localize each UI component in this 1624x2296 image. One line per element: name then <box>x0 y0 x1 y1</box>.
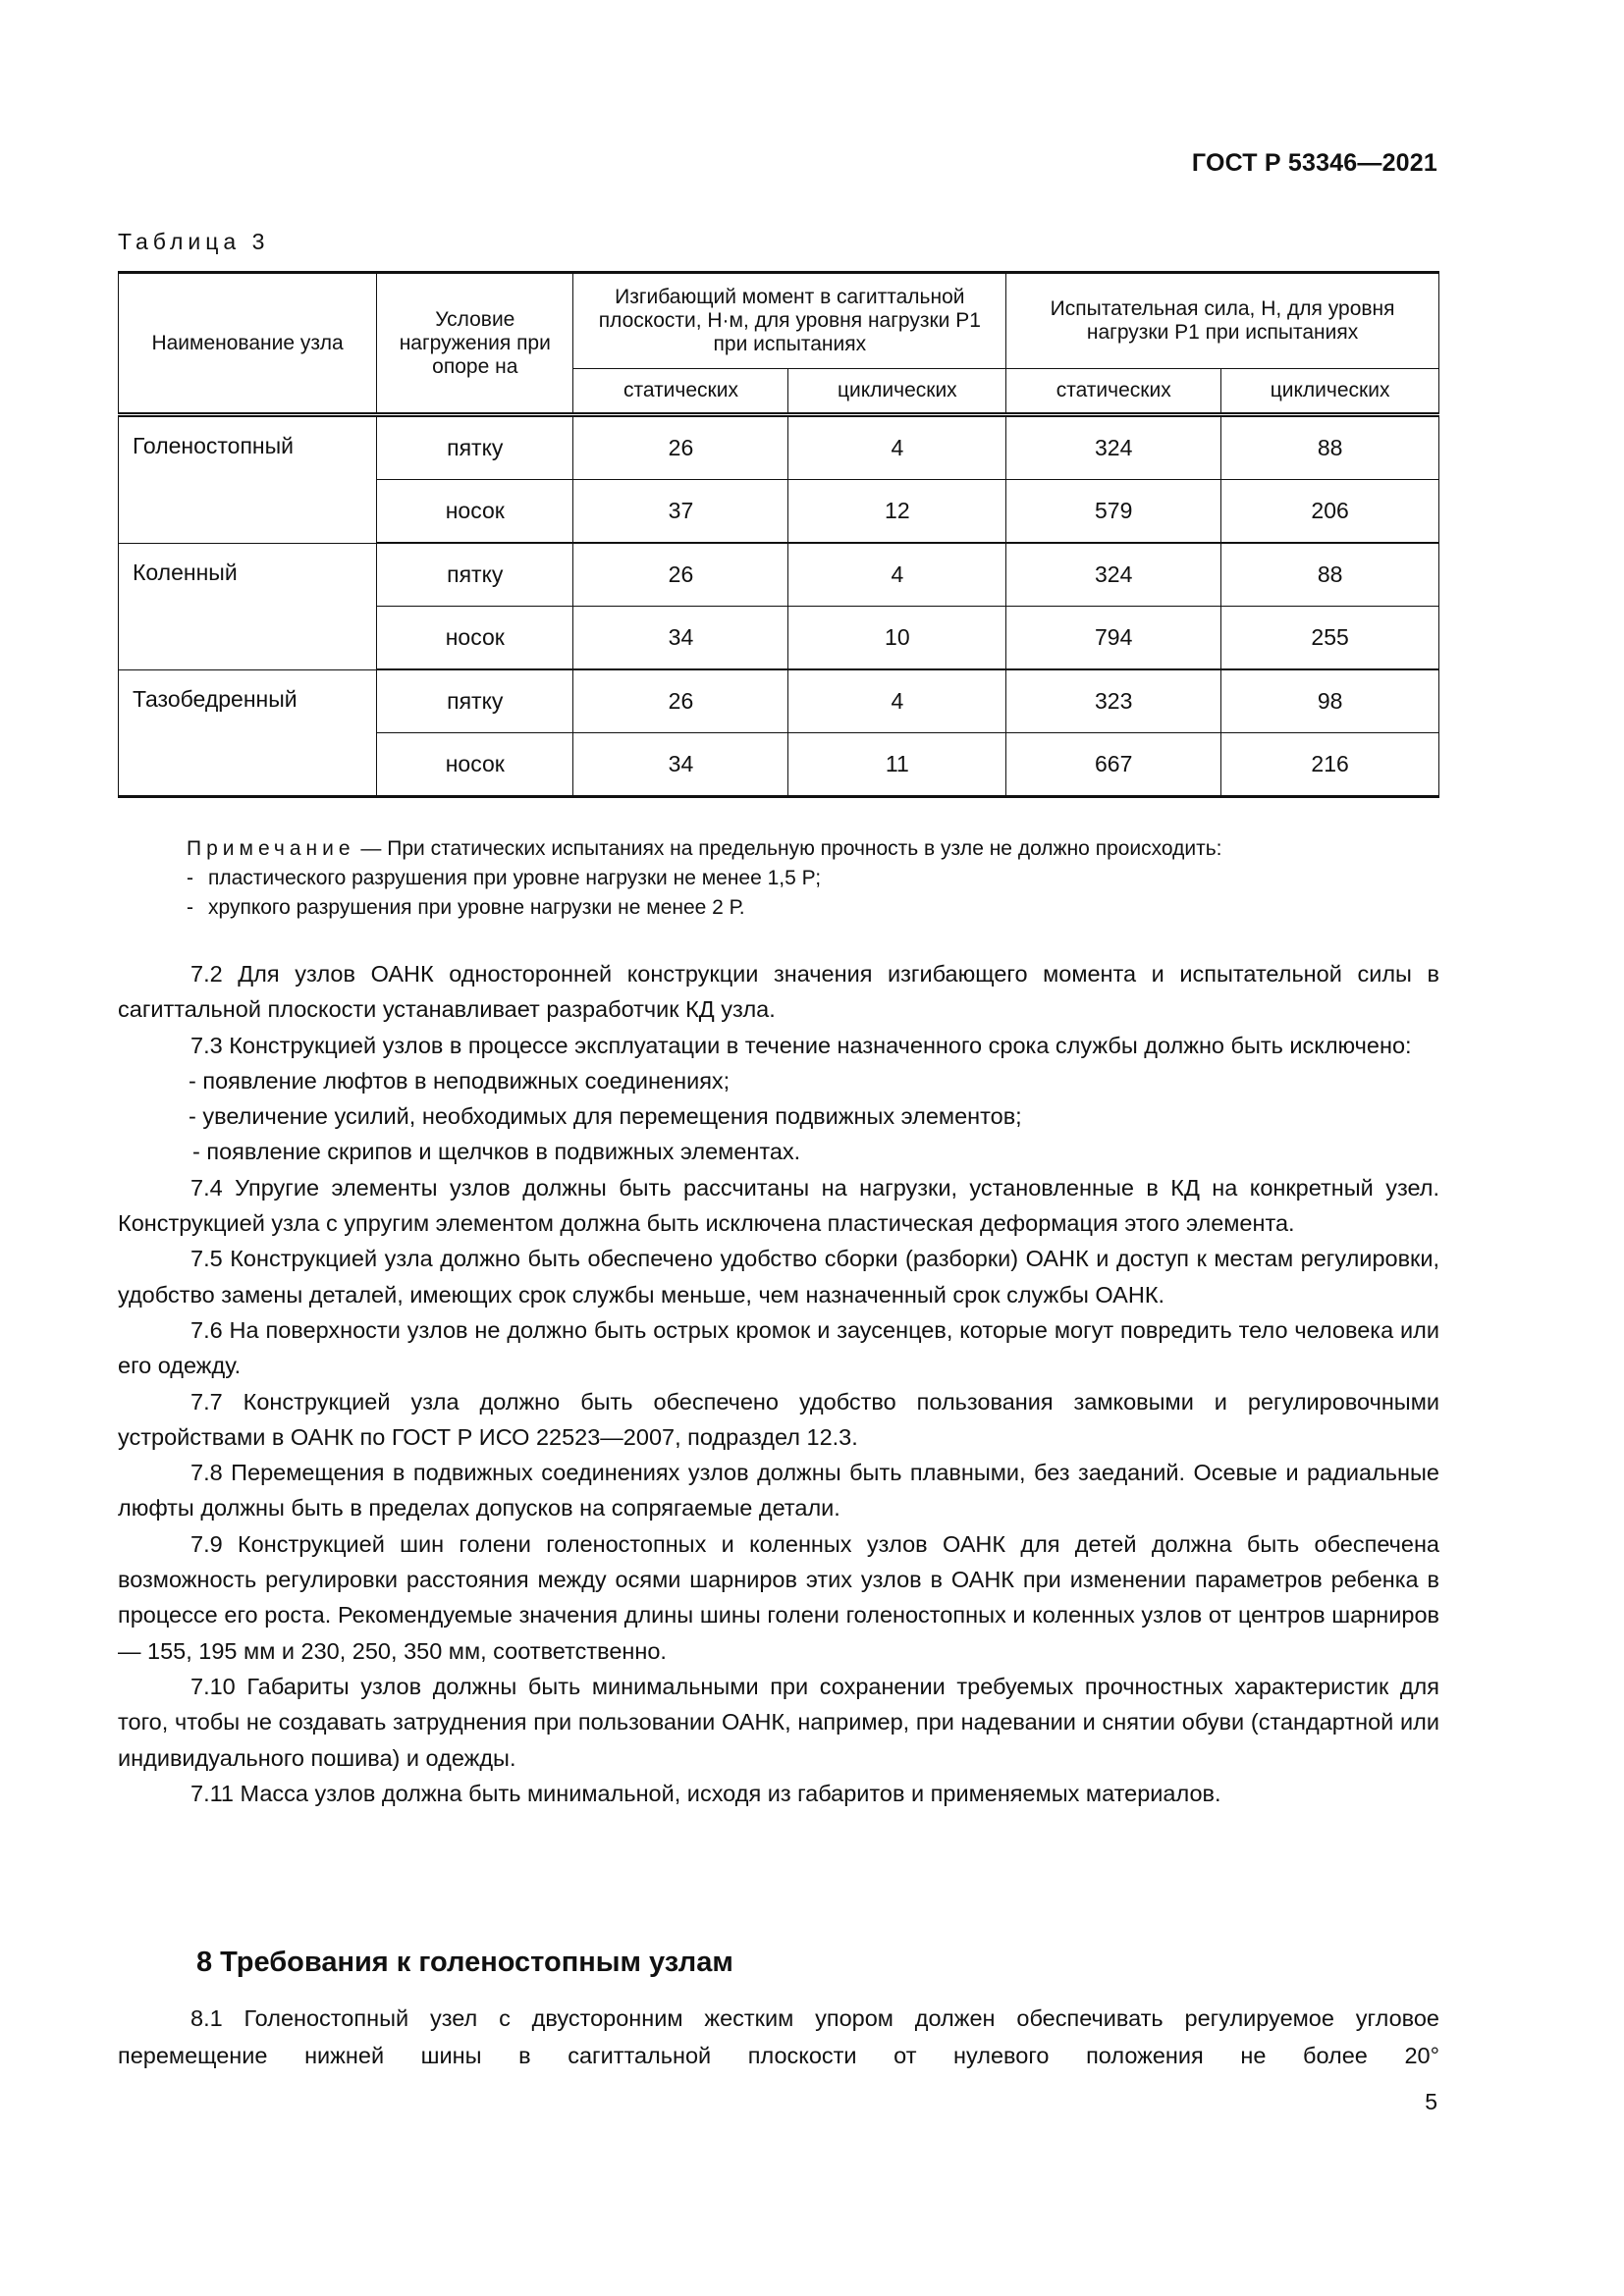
paragraph-7-8: 7.8 Перемещения в подвижных соединениях узлов должны быть плавными, без заеданий. Осевые и радиальные люфты должны быть в пределах допусков на сопрягаемые детали. <box>118 1460 1439 1522</box>
force-cyclic-cell: 88 <box>1221 415 1439 480</box>
paragraph-7-3: 7.3 Конструкцией узлов в процессе эксплуатации в течение назначенного срока службы должно быть исключено: <box>190 1032 1412 1058</box>
section-8-body <box>118 2000 1439 2074</box>
col-header-name: Наименование узла <box>119 273 377 415</box>
condition-cell: пятку <box>377 669 573 733</box>
table-caption: Таблица 3 <box>118 229 270 254</box>
condition-cell: носок <box>377 607 573 670</box>
list-item: - появление скрипов и щелчков в подвижных элементах. <box>192 1139 801 1165</box>
moment-cyclic-cell: 4 <box>788 669 1006 733</box>
force-cyclic-cell: 216 <box>1221 733 1439 797</box>
section-7-body <box>118 956 1439 1811</box>
paragraph-7-4: 7.4 Упругие элементы узлов должны быть рассчитаны на нагрузки, установленные в КД на конкретный узел. Конструкцией узла с упругим элементом должна быть исключена пластическая деформация этого элемента. <box>118 1174 1439 1237</box>
note-item: - хрупкого разрушения при уровне нагрузки не менее 2 Р. <box>187 896 745 919</box>
moment-static-cell: 37 <box>573 480 788 544</box>
force-cyclic-cell: 88 <box>1221 543 1439 607</box>
list-item: - увеличение усилий, необходимых для перемещения подвижных элементов; <box>189 1103 1022 1130</box>
table-note <box>187 834 1443 923</box>
col-header-moment-static: статических <box>573 369 788 415</box>
force-static-cell: 324 <box>1006 543 1221 607</box>
table-3 <box>118 271 1439 798</box>
force-static-cell: 579 <box>1006 480 1221 544</box>
node-name: Тазобедренный <box>119 669 377 797</box>
moment-cyclic-cell: 12 <box>788 480 1006 544</box>
table-row <box>119 669 1439 733</box>
moment-cyclic-cell: 10 <box>788 607 1006 670</box>
list-item: - появление люфтов в неподвижных соединениях; <box>189 1067 731 1094</box>
condition-cell: носок <box>377 480 573 544</box>
moment-static-cell: 26 <box>573 543 788 607</box>
paragraph-7-9: 7.9 Конструкцией шин голени голеностопных и коленных узлов ОАНК для детей должна быть обеспечена возможность регулировки расстояния между осями шарниров этих узлов в ОАНК при изменении параметров ребенка в процессе его роста. Рекомендуемые значения длины шины голени голеностопных и коленных узлов от центров шарниров — 155, 195 мм и 230, 250, 350 мм, соответственно. <box>118 1530 1439 1664</box>
table-row <box>119 543 1439 607</box>
paragraph-7-6: 7.6 На поверхности узлов не должно быть острых кромок и заусенцев, которые могут повредить тело человека или его одежду. <box>118 1316 1439 1379</box>
paragraph-7-7: 7.7 Конструкцией узла должно быть обеспечено удобство пользования замковыми и регулировочными устройствами в ОАНК по ГОСТ Р ИСО 22523—2007, подраздел 12.3. <box>118 1388 1439 1450</box>
force-static-cell: 794 <box>1006 607 1221 670</box>
node-name: Голеностопный <box>119 415 377 544</box>
condition-cell: носок <box>377 733 573 797</box>
force-static-cell: 667 <box>1006 733 1221 797</box>
moment-static-cell: 34 <box>573 733 788 797</box>
table-row <box>119 415 1439 480</box>
node-name: Коленный <box>119 543 377 669</box>
force-cyclic-cell: 255 <box>1221 607 1439 670</box>
condition-cell: пятку <box>377 415 573 480</box>
paragraph-7-5: 7.5 Конструкцией узла должно быть обеспечено удобство сборки (разборки) ОАНК и доступ к местам регулировки, удобство замены деталей, имеющих срок службы меньше, чем назначенный срок службы ОАНК. <box>118 1246 1439 1308</box>
col-header-condition: Условие нагружения при опоре на <box>377 273 573 415</box>
col-header-moment-group: Изгибающий момент в сагиттальной плоскости, Н·м, для уровня нагрузки Р1 при испытаниях <box>573 273 1006 369</box>
moment-cyclic-cell: 4 <box>788 415 1006 480</box>
document-id: ГОСТ Р 53346—2021 <box>1191 149 1437 177</box>
moment-static-cell: 34 <box>573 607 788 670</box>
col-header-moment-cyclic: циклических <box>788 369 1006 415</box>
force-cyclic-cell: 98 <box>1221 669 1439 733</box>
paragraph-8-1: 8.1 Голеностопный узел с двусторонним жестким упором должен обеспечивать регулируемое угловое перемещение нижней шины в сагиттальной плоскости от нулевого положения не более 20° <box>118 2005 1439 2068</box>
col-header-force-cyclic: циклических <box>1221 369 1439 415</box>
col-header-force-group: Испытательная сила, Н, для уровня нагрузки Р1 при испытаниях <box>1006 273 1439 369</box>
condition-cell: пятку <box>377 543 573 607</box>
section-8-title: 8 Требования к голеностопным узлам <box>196 1947 733 1978</box>
force-static-cell: 324 <box>1006 415 1221 480</box>
paragraph-7-11: 7.11 Масса узлов должна быть минимальной, исходя из габаритов и применяемых материалов. <box>190 1780 1221 1806</box>
note-text: — При статических испытаниях на предельную прочность в узле не должно происходить: <box>354 837 1222 860</box>
moment-static-cell: 26 <box>573 669 788 733</box>
paragraph-7-10: 7.10 Габариты узлов должны быть минимальными при сохранении требуемых прочностных характеристик для того, чтобы не создавать затруднения при пользовании ОАНК, например, при надевании и снятии обуви (стандартной или индивидуального пошива) и одежды. <box>118 1673 1439 1771</box>
note-item: - пластического разрушения при уровне нагрузки не менее 1,5 Р; <box>187 867 822 889</box>
col-header-force-static: статических <box>1006 369 1221 415</box>
paragraph-7-2: 7.2 Для узлов ОАНК односторонней конструкции значения изгибающего момента и испытательной силы в сагиттальной плоскости устанавливает разработчик КД узла. <box>118 961 1439 1023</box>
force-cyclic-cell: 206 <box>1221 480 1439 544</box>
force-static-cell: 323 <box>1006 669 1221 733</box>
page-number: 5 <box>1425 2089 1437 2114</box>
moment-cyclic-cell: 4 <box>788 543 1006 607</box>
moment-static-cell: 26 <box>573 415 788 480</box>
note-label: Примечание <box>187 837 355 860</box>
moment-cyclic-cell: 11 <box>788 733 1006 797</box>
